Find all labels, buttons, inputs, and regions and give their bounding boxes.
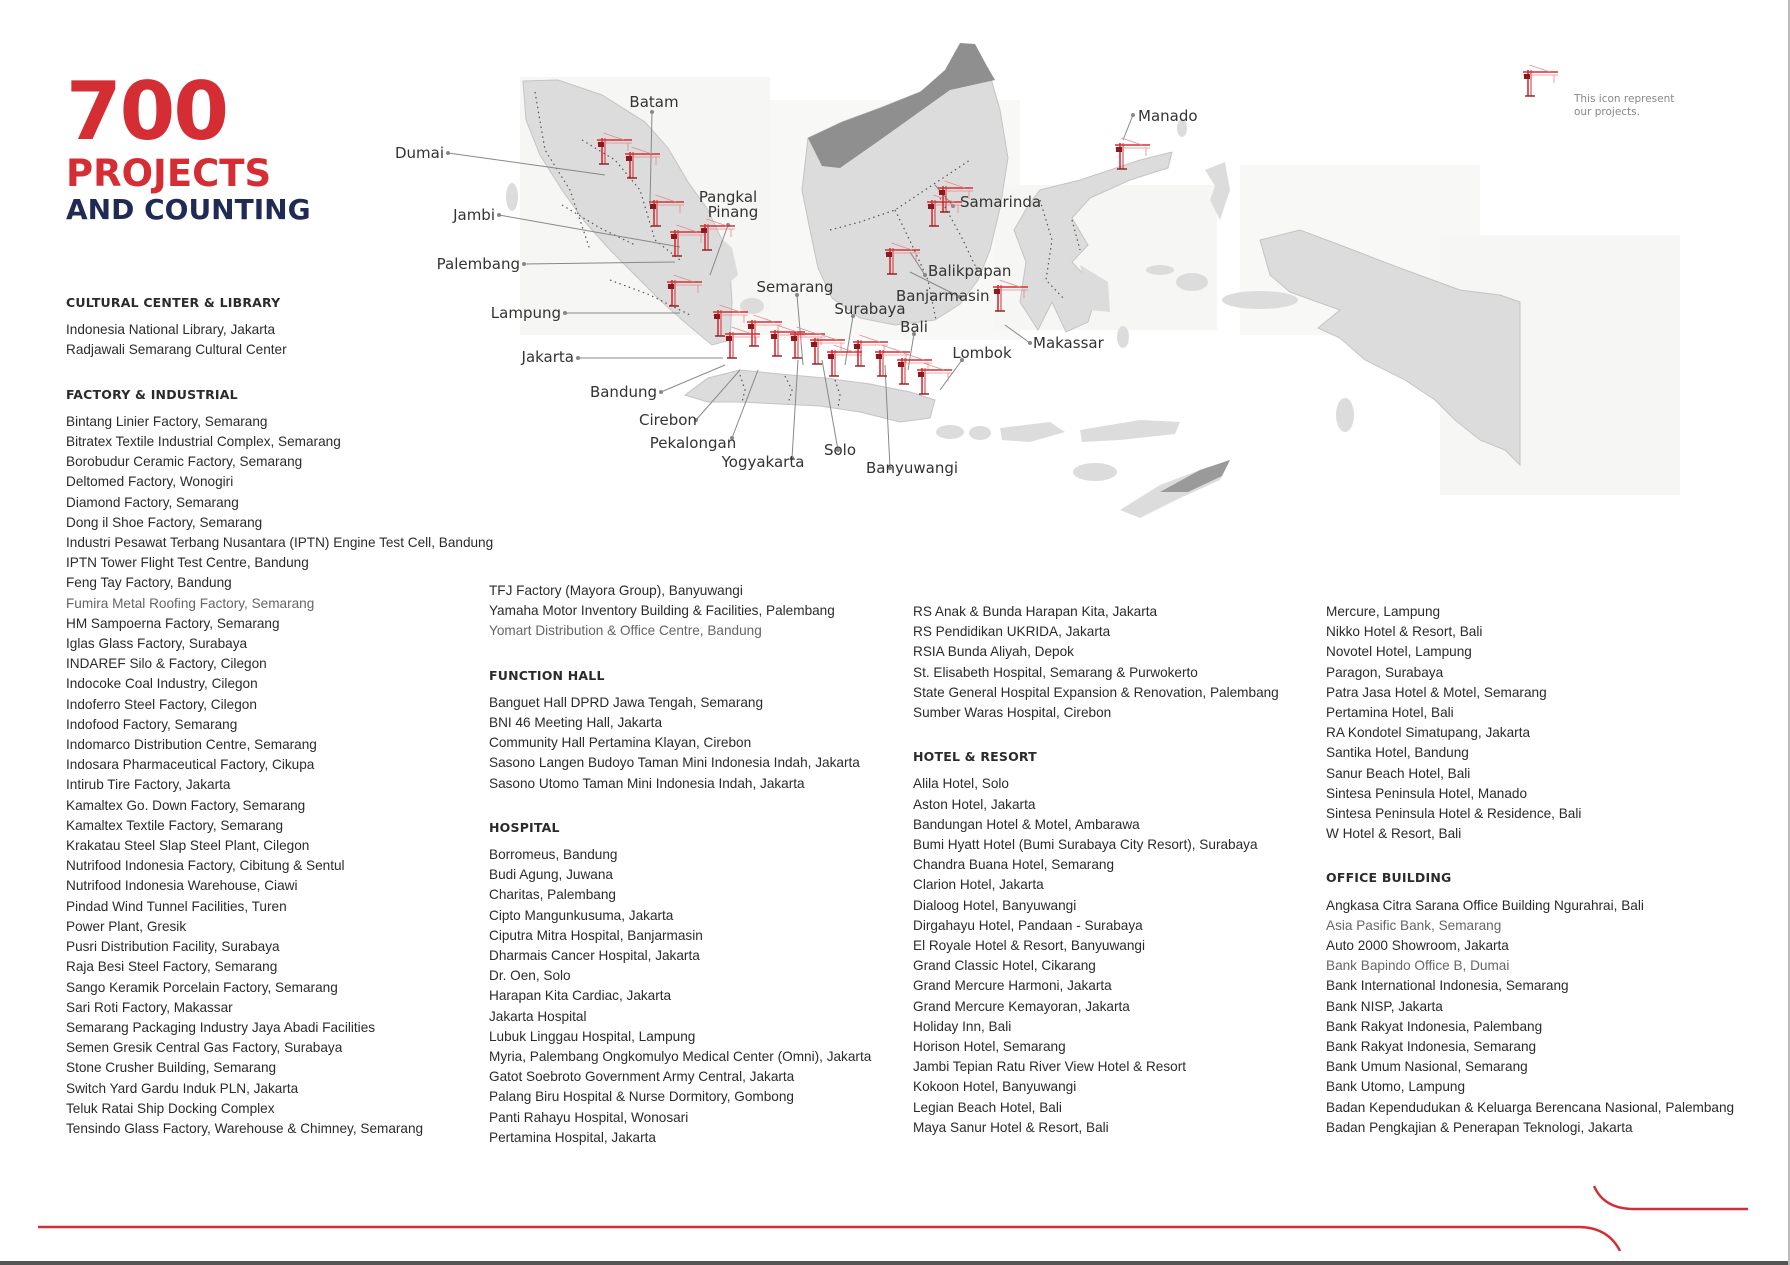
project-item: Harapan Kita Cardiac, Jakarta: [489, 988, 672, 1004]
label-jambi: Jambi: [453, 206, 495, 224]
crane-icon: [897, 353, 932, 384]
label-banyuwangi: Banyuwangi: [865, 459, 959, 477]
leader-lombok: [940, 360, 962, 390]
label-bali: Bali: [900, 318, 928, 336]
project-item: St. Elisabeth Hospital, Semarang & Purwokerto: [913, 664, 1198, 680]
dot-jakarta: [576, 356, 580, 360]
project-item: Nikko Hotel & Resort, Bali: [1326, 624, 1483, 640]
project-item: Indoferro Steel Factory, Cilegon: [66, 696, 257, 712]
project-item: Auto 2000 Showroom, Jakarta: [1326, 938, 1509, 954]
project-item: Asia Pasific Bank, Semarang: [1326, 917, 1502, 933]
project-item: Indomarco Distribution Centre, Semarang: [66, 737, 317, 753]
section-gap: [1326, 844, 1734, 868]
project-item: Tensindo Glass Factory, Warehouse & Chimney, Semarang: [66, 1120, 424, 1136]
project-item: Yomart Distribution & Office Centre, Bandung: [489, 623, 762, 639]
label-manado: Manado: [1138, 107, 1198, 125]
project-item: Borromeus, Bandung: [489, 847, 618, 863]
label-semarang: Semarang: [756, 278, 834, 296]
column-3: [913, 602, 1279, 1138]
project-item: Banguet Hall DPRD Jawa Tengah, Semarang: [489, 694, 764, 710]
indonesia-map: [394, 40, 1700, 540]
project-item: Jambi Tepian Ratu River View Hotel & Resort: [913, 1059, 1187, 1075]
project-item: Diamond Factory, Semarang: [66, 494, 239, 510]
project-item: Sasono Utomo Taman Mini Indonesia Indah, Jakarta: [489, 775, 805, 791]
category-title: FUNCTION HALL: [489, 667, 605, 683]
project-item: Palang Biru Hospital & Nurse Dormitory, Gombong: [489, 1089, 794, 1105]
lombok-island: [969, 426, 991, 440]
project-item: Bank NISP, Jakarta: [1326, 998, 1443, 1014]
project-item: RS Pendidikan UKRIDA, Jakarta: [913, 624, 1111, 640]
project-item: Fumira Metal Roofing Factory, Semarang: [66, 595, 315, 611]
swoosh-line-lower: [38, 1227, 1620, 1251]
java-island: [685, 370, 935, 422]
project-item: INDAREF Silo & Factory, Cilegon: [66, 656, 267, 672]
project-item: Community Hall Pertamina Klayan, Cirebon: [489, 735, 752, 751]
sula-island: [1146, 265, 1174, 275]
project-item: Clarion Hotel, Jakarta: [913, 877, 1044, 893]
project-item: Bumi Hyatt Hotel (Bumi Surabaya City Resort), Surabaya: [913, 837, 1258, 853]
headline-counting: AND COUNTING: [66, 193, 311, 226]
page-bottom-border: [0, 1261, 1790, 1265]
project-item: Bank Umum Nasional, Semarang: [1326, 1059, 1528, 1075]
factory-continued-list: [489, 581, 871, 642]
project-item: Badan Pengkajian & Penerapan Teknologi, Jakarta: [1326, 1119, 1633, 1135]
label-batam: Batam: [629, 93, 679, 111]
flores-island: [1080, 420, 1180, 442]
project-item: Horison Hotel, Semarang: [913, 1039, 1066, 1055]
project-item: Sintesa Peninsula Hotel, Manado: [1326, 785, 1528, 801]
project-item: Lubuk Linggau Hospital, Lampung: [489, 1028, 696, 1044]
dot-makassar: [1028, 341, 1032, 345]
column-2: [489, 581, 871, 1148]
project-item: Dong il Shoe Factory, Semarang: [66, 514, 263, 530]
project-item: TFJ Factory (Mayora Group), Banyuwangi: [489, 583, 743, 598]
project-item: Sasono Langen Budoyo Taman Mini Indonesia Indah, Jakarta: [489, 755, 860, 771]
buton-island: [1117, 326, 1129, 348]
nias-island: [506, 183, 518, 211]
hospital-continued-list: [913, 602, 1279, 723]
project-item: Sanur Beach Hotel, Bali: [1326, 765, 1471, 781]
project-item: Dr. Oen, Solo: [489, 968, 571, 984]
label-dumai: Dumai: [394, 144, 444, 162]
crane-icon: [917, 363, 952, 394]
project-item: Bank International Indonesia, Semarang: [1326, 978, 1569, 994]
project-item: Angkasa Citra Sarana Office Building Ngurahrai, Bali: [1326, 897, 1644, 913]
label-surabaya: Surabaya: [834, 300, 906, 318]
project-item: Bintang Linier Factory, Semarang: [66, 413, 268, 429]
seram-island: [1222, 291, 1298, 309]
sumbawa-island: [1000, 422, 1065, 442]
project-item: Alila Hotel, Solo: [913, 776, 1009, 792]
project-item: RSIA Bunda Aliyah, Depok: [913, 644, 1074, 660]
project-item: Pertamina Hospital, Jakarta: [489, 1129, 656, 1145]
label-samarinda: Samarinda: [960, 193, 1042, 211]
label-solo: Solo: [823, 441, 857, 459]
project-item: Krakatau Steel Slap Steel Plant, Cilegon: [66, 838, 310, 854]
project-item: Patra Jasa Hotel & Motel, Semarang: [1326, 684, 1547, 700]
project-item: RA Kondotel Simatupang, Jakarta: [1326, 725, 1531, 741]
label-palembang: Palembang: [436, 255, 520, 273]
label-pangkal: Pangkal: [698, 188, 758, 206]
project-item: Mercure, Lampung: [1326, 604, 1441, 619]
project-item: Feng Tay Factory, Bandung: [66, 575, 232, 591]
project-item: Radjawali Semarang Cultural Center: [66, 342, 287, 358]
hospital-list: [489, 845, 871, 1148]
project-item: Sango Keramik Porcelain Factory, Semarang: [66, 979, 338, 995]
project-count: 700: [66, 65, 227, 158]
project-item: Power Plant, Gresik: [66, 918, 187, 934]
dot-dumai: [446, 151, 450, 155]
label-balikpapan: Balikpapan: [928, 262, 1012, 280]
label-bandung: Bandung: [589, 383, 657, 401]
project-item: Grand Classic Hotel, Cikarang: [913, 958, 1096, 974]
sumba-island: [1073, 463, 1117, 481]
category-title: CULTURAL CENTER & LIBRARY: [66, 295, 281, 310]
label-cirebon: Cirebon: [639, 411, 697, 429]
section-gap: [489, 642, 871, 666]
project-item: Indonesia National Library, Jakarta: [66, 322, 276, 338]
section-gap: [66, 361, 493, 385]
tanimbar-island: [1336, 398, 1354, 432]
label-pekalongan: Pekalongan: [649, 434, 737, 452]
map-legend: [1523, 65, 1674, 118]
category-title: OFFICE BUILDING: [1326, 870, 1452, 886]
label-lombok: Lombok: [952, 344, 1012, 362]
buru-island: [1176, 273, 1208, 291]
category-title: HOSPITAL: [489, 819, 560, 835]
project-item: Switch Yard Gardu Induk PLN, Jakarta: [66, 1080, 299, 1096]
project-item: Kokoon Hotel, Banyuwangi: [913, 1079, 1077, 1095]
project-item: Dharmais Cancer Hospital, Jakarta: [489, 948, 700, 964]
headline-projects: PROJECTS: [66, 152, 272, 195]
dot-lampung: [563, 311, 567, 315]
project-item: W Hotel & Resort, Bali: [1326, 826, 1462, 842]
dot-manado: [1131, 113, 1135, 117]
bali-island: [936, 425, 964, 439]
label-makassar: Makassar: [1033, 334, 1104, 352]
project-item: Panti Rahayu Hospital, Wonosari: [489, 1109, 689, 1125]
project-item: Industri Pesawat Terbang Nusantara (IPTN) Engine Test Cell, Bandung: [66, 535, 494, 551]
project-item: Grand Mercure Kemayoran, Jakarta: [913, 998, 1130, 1014]
category-title: HOTEL & RESORT: [913, 749, 1037, 765]
section-gap: [913, 723, 1279, 747]
project-item: El Royale Hotel & Resort, Banyuwangi: [913, 938, 1145, 954]
factory-list: [66, 412, 493, 1139]
section-gap: [489, 794, 871, 818]
project-item: Indofood Factory, Semarang: [66, 716, 238, 732]
dot-bandung: [659, 390, 663, 394]
project-item: Deltomed Factory, Wonogiri: [66, 474, 234, 490]
project-item: Bank Utomo, Lampung: [1326, 1079, 1466, 1095]
project-item: Sintesa Peninsula Hotel & Residence, Bali: [1326, 806, 1582, 822]
label-jakarta: Jakarta: [521, 348, 574, 366]
project-item: Jakarta Hospital: [489, 1008, 587, 1024]
project-item: Budi Agung, Juwana: [489, 867, 613, 883]
project-item: Bank Rakyat Indonesia, Semarang: [1326, 1039, 1537, 1055]
project-item: Sumber Waras Hospital, Cirebon: [913, 705, 1112, 721]
project-item: State General Hospital Expansion & Renovation, Palembang: [913, 684, 1279, 700]
project-item: Bandungan Hotel & Motel, Ambarawa: [913, 816, 1140, 832]
project-item: Aston Hotel, Jakarta: [913, 796, 1036, 812]
legend-text-2: our projects.: [1574, 106, 1640, 118]
dot-jambi: [497, 213, 501, 217]
project-item: Myria, Palembang Ongkomulyo Medical Center (Omni), Jakarta: [489, 1049, 872, 1065]
hotel-continued-list: [1326, 602, 1734, 844]
project-item: Badan Kependudukan & Keluarga Berencana Nasional, Palembang: [1326, 1099, 1735, 1115]
label-pinang: Pinang: [707, 203, 759, 221]
office-list: [1326, 896, 1734, 1138]
hotel-list: [913, 774, 1279, 1138]
project-item: Cipto Mangunkusuma, Jakarta: [489, 907, 674, 923]
dot-balikpapan: [923, 273, 927, 277]
project-item: Semarang Packaging Industry Jaya Abadi Facilities: [66, 1019, 376, 1035]
swoosh-line-upper: [1594, 1186, 1748, 1209]
project-item: Stone Crusher Building, Semarang: [66, 1060, 277, 1076]
project-item: Dirgahayu Hotel, Pandaan - Surabaya: [913, 917, 1143, 933]
project-item: Holiday Inn, Bali: [913, 1018, 1012, 1034]
decorative-swoosh: [0, 1175, 1790, 1265]
project-item: Pusri Distribution Facility, Surabaya: [66, 939, 280, 955]
leader-manado: [1123, 115, 1133, 140]
project-item: Pertamina Hotel, Bali: [1326, 705, 1454, 721]
project-item: BNI 46 Meeting Hall, Jakarta: [489, 715, 663, 731]
column-4: [1326, 602, 1734, 1138]
cultural-list: [66, 320, 493, 360]
project-item: Chandra Buana Hotel, Semarang: [913, 857, 1115, 873]
project-item: IPTN Tower Flight Test Centre, Bandung: [66, 555, 309, 571]
category-title: FACTORY & INDUSTRIAL: [66, 386, 238, 402]
project-item: Dialoog Hotel, Banyuwangi: [913, 897, 1077, 913]
column-1: [66, 293, 493, 1139]
dot-palembang: [522, 262, 526, 266]
project-item: Bank Bapindo Office B, Dumai: [1326, 958, 1510, 974]
project-item: Semen Gresik Central Gas Factory, Surabaya: [66, 1040, 343, 1056]
project-item: Grand Mercure Harmoni, Jakarta: [913, 978, 1112, 994]
legend-text-1: This icon represent: [1574, 93, 1675, 105]
project-item: Iglas Glass Factory, Surabaya: [66, 636, 248, 652]
project-item: Kamaltex Textile Factory, Semarang: [66, 817, 284, 833]
project-item: Novotel Hotel, Lampung: [1326, 644, 1472, 660]
project-item: Borobudur Ceramic Factory, Semarang: [66, 454, 303, 470]
project-item: Ciputra Mitra Hospital, Banjarmasin: [489, 927, 703, 943]
project-item: Indocoke Coal Industry, Cilegon: [66, 676, 258, 692]
function-hall-list: [489, 693, 871, 794]
label-yogyakarta: Yogyakarta: [721, 453, 805, 471]
project-item: Raja Besi Steel Factory, Semarang: [66, 959, 278, 975]
project-item: Bank Rakyat Indonesia, Palembang: [1326, 1018, 1543, 1034]
project-item: Santika Hotel, Bandung: [1326, 745, 1469, 761]
project-item: Gatot Soebroto Government Army Central, Jakarta: [489, 1069, 795, 1085]
timor-leste: [1160, 460, 1230, 492]
project-item: Nutrifood Indonesia Factory, Cibitung & Sentul: [66, 858, 345, 874]
crane-icon: [827, 345, 862, 376]
project-item: Teluk Ratai Ship Docking Complex: [66, 1100, 275, 1116]
label-banjarmasin: Banjarmasin: [896, 287, 990, 305]
project-item: Charitas, Palembang: [489, 887, 616, 903]
project-item: Nutrifood Indonesia Warehouse, Ciawi: [66, 878, 298, 894]
headline: [66, 65, 311, 226]
project-item: Sari Roti Factory, Makassar: [66, 999, 233, 1015]
project-item: Legian Beach Hotel, Bali: [913, 1099, 1062, 1115]
project-item: Maya Sanur Hotel & Resort, Bali: [913, 1119, 1109, 1135]
label-lampung: Lampung: [490, 304, 561, 322]
project-item: RS Anak & Bunda Harapan Kita, Jakarta: [913, 604, 1158, 619]
project-item: Intirub Tire Factory, Jakarta: [66, 777, 231, 793]
project-item: Pindad Wind Tunnel Facilities, Turen: [66, 898, 287, 914]
project-item: Indosara Pharmaceutical Factory, Cikupa: [66, 757, 315, 773]
legend-crane-icon: [1523, 65, 1558, 96]
project-item: Bitratex Textile Industrial Complex, Semarang: [66, 434, 341, 450]
project-item: Paragon, Surabaya: [1326, 664, 1444, 680]
project-item: HM Sampoerna Factory, Semarang: [66, 615, 280, 631]
project-item: Yamaha Motor Inventory Building & Facilities, Palembang: [489, 603, 835, 619]
project-item: Kamaltex Go. Down Factory, Semarang: [66, 797, 306, 813]
